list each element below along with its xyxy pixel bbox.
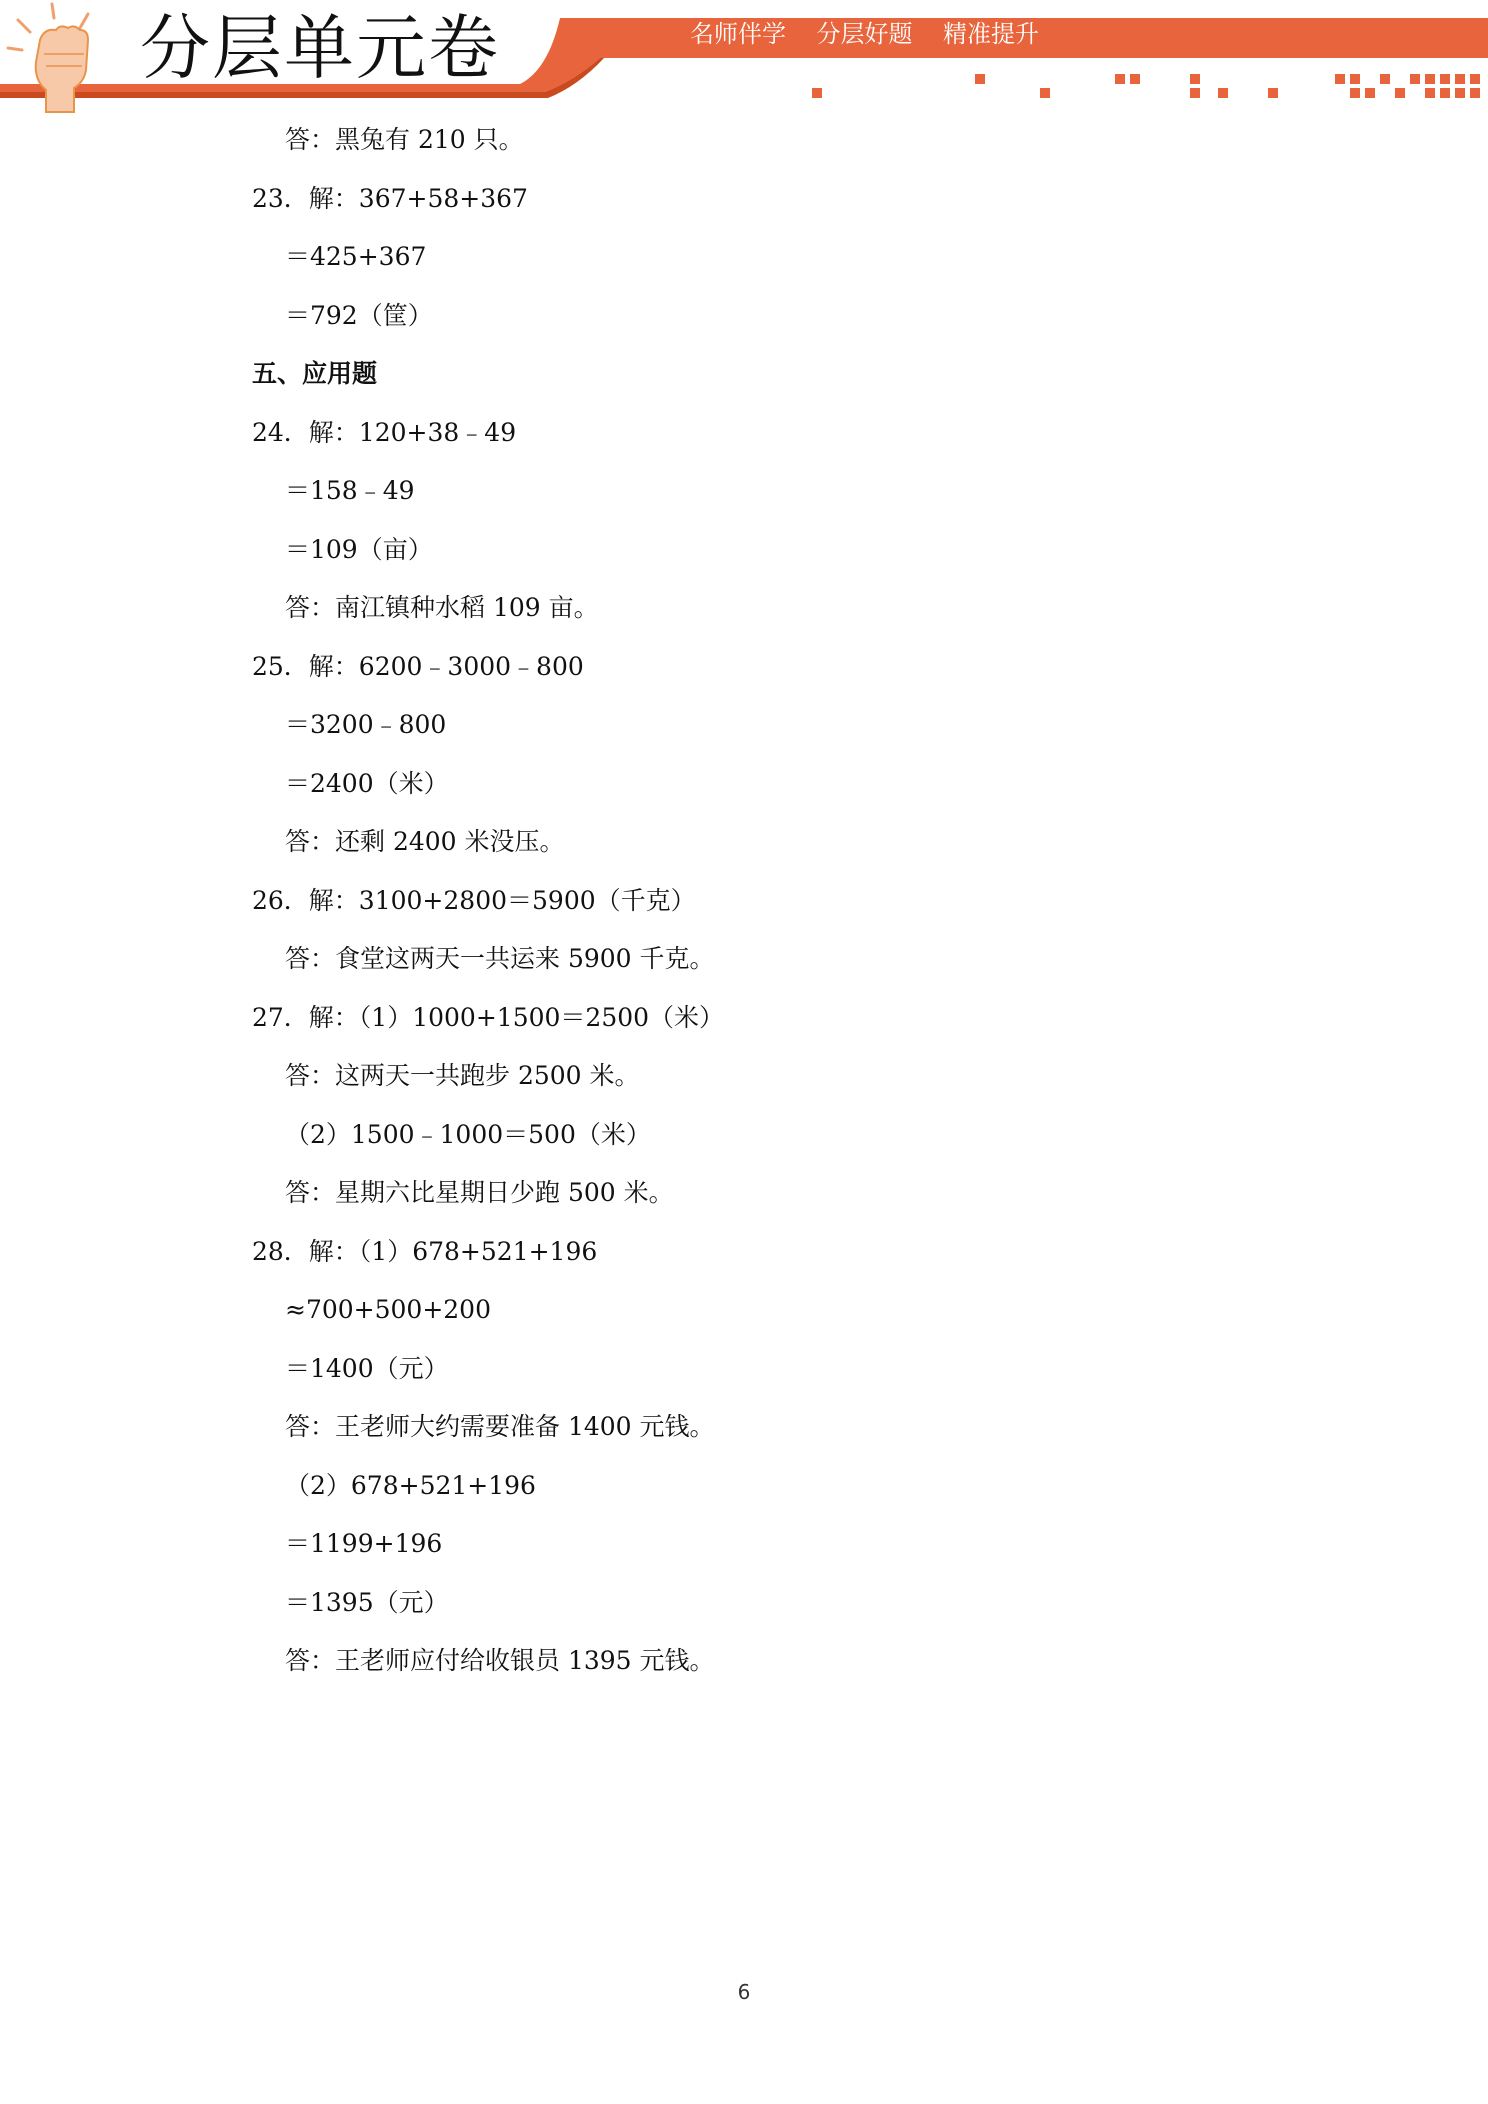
answer-line: 答：黑兔有 210 只。 [285,125,524,154]
answer-line: 答：食堂这两天一共运来 5900 千克。 [285,944,715,973]
solution-line: 26．解：3100+2800＝5900（千克） [252,886,696,915]
calc-line: ＝158﹣49 [285,476,415,505]
calc-line: ＝2400（米） [285,769,449,798]
solution-line: 24．解：120+38﹣49 [252,418,517,447]
calc-line: ＝1395（元） [285,1588,449,1617]
answer-line: 答：王老师应付给收银员 1395 元钱。 [285,1646,715,1675]
solution-line: 23．解：367+58+367 [252,184,528,213]
raised-fist-icon [0,0,130,120]
calc-line: ≈700+500+200 [285,1295,491,1324]
calc-line: （2）1500﹣1000＝500（米） [285,1120,651,1149]
page-title: 分层单元卷 [140,7,500,89]
solution-line: 25．解：6200﹣3000﹣800 [252,652,584,681]
page-number: 6 [737,1980,751,2004]
solution-line: 27．解：（1）1000+1500＝2500（米） [252,1003,725,1032]
answer-line: 答：南江镇种水稻 109 亩。 [285,593,599,622]
calc-line: ＝109（亩） [285,535,433,564]
calc-line: ＝1199+196 [285,1529,443,1558]
answer-line: 答：星期六比星期日少跑 500 米。 [285,1178,674,1207]
calc-line: ＝792（筐） [285,301,433,330]
page-header [0,0,1488,120]
answer-line: 答：还剩 2400 米没压。 [285,827,565,856]
header-slogan: 名师伴学 分层好题 精准提升 [690,20,1040,48]
calc-line: ＝1400（元） [285,1354,449,1383]
calc-line: （2）678+521+196 [285,1471,536,1500]
calc-line: ＝3200﹣800 [285,710,447,739]
section-heading: 五、应用题 [252,359,378,388]
solution-line: 28．解：（1）678+521+196 [252,1237,598,1266]
calc-line: ＝425+367 [285,242,427,271]
answer-line: 答：这两天一共跑步 2500 米。 [285,1061,640,1090]
answer-line: 答：王老师大约需要准备 1400 元钱。 [285,1412,715,1441]
